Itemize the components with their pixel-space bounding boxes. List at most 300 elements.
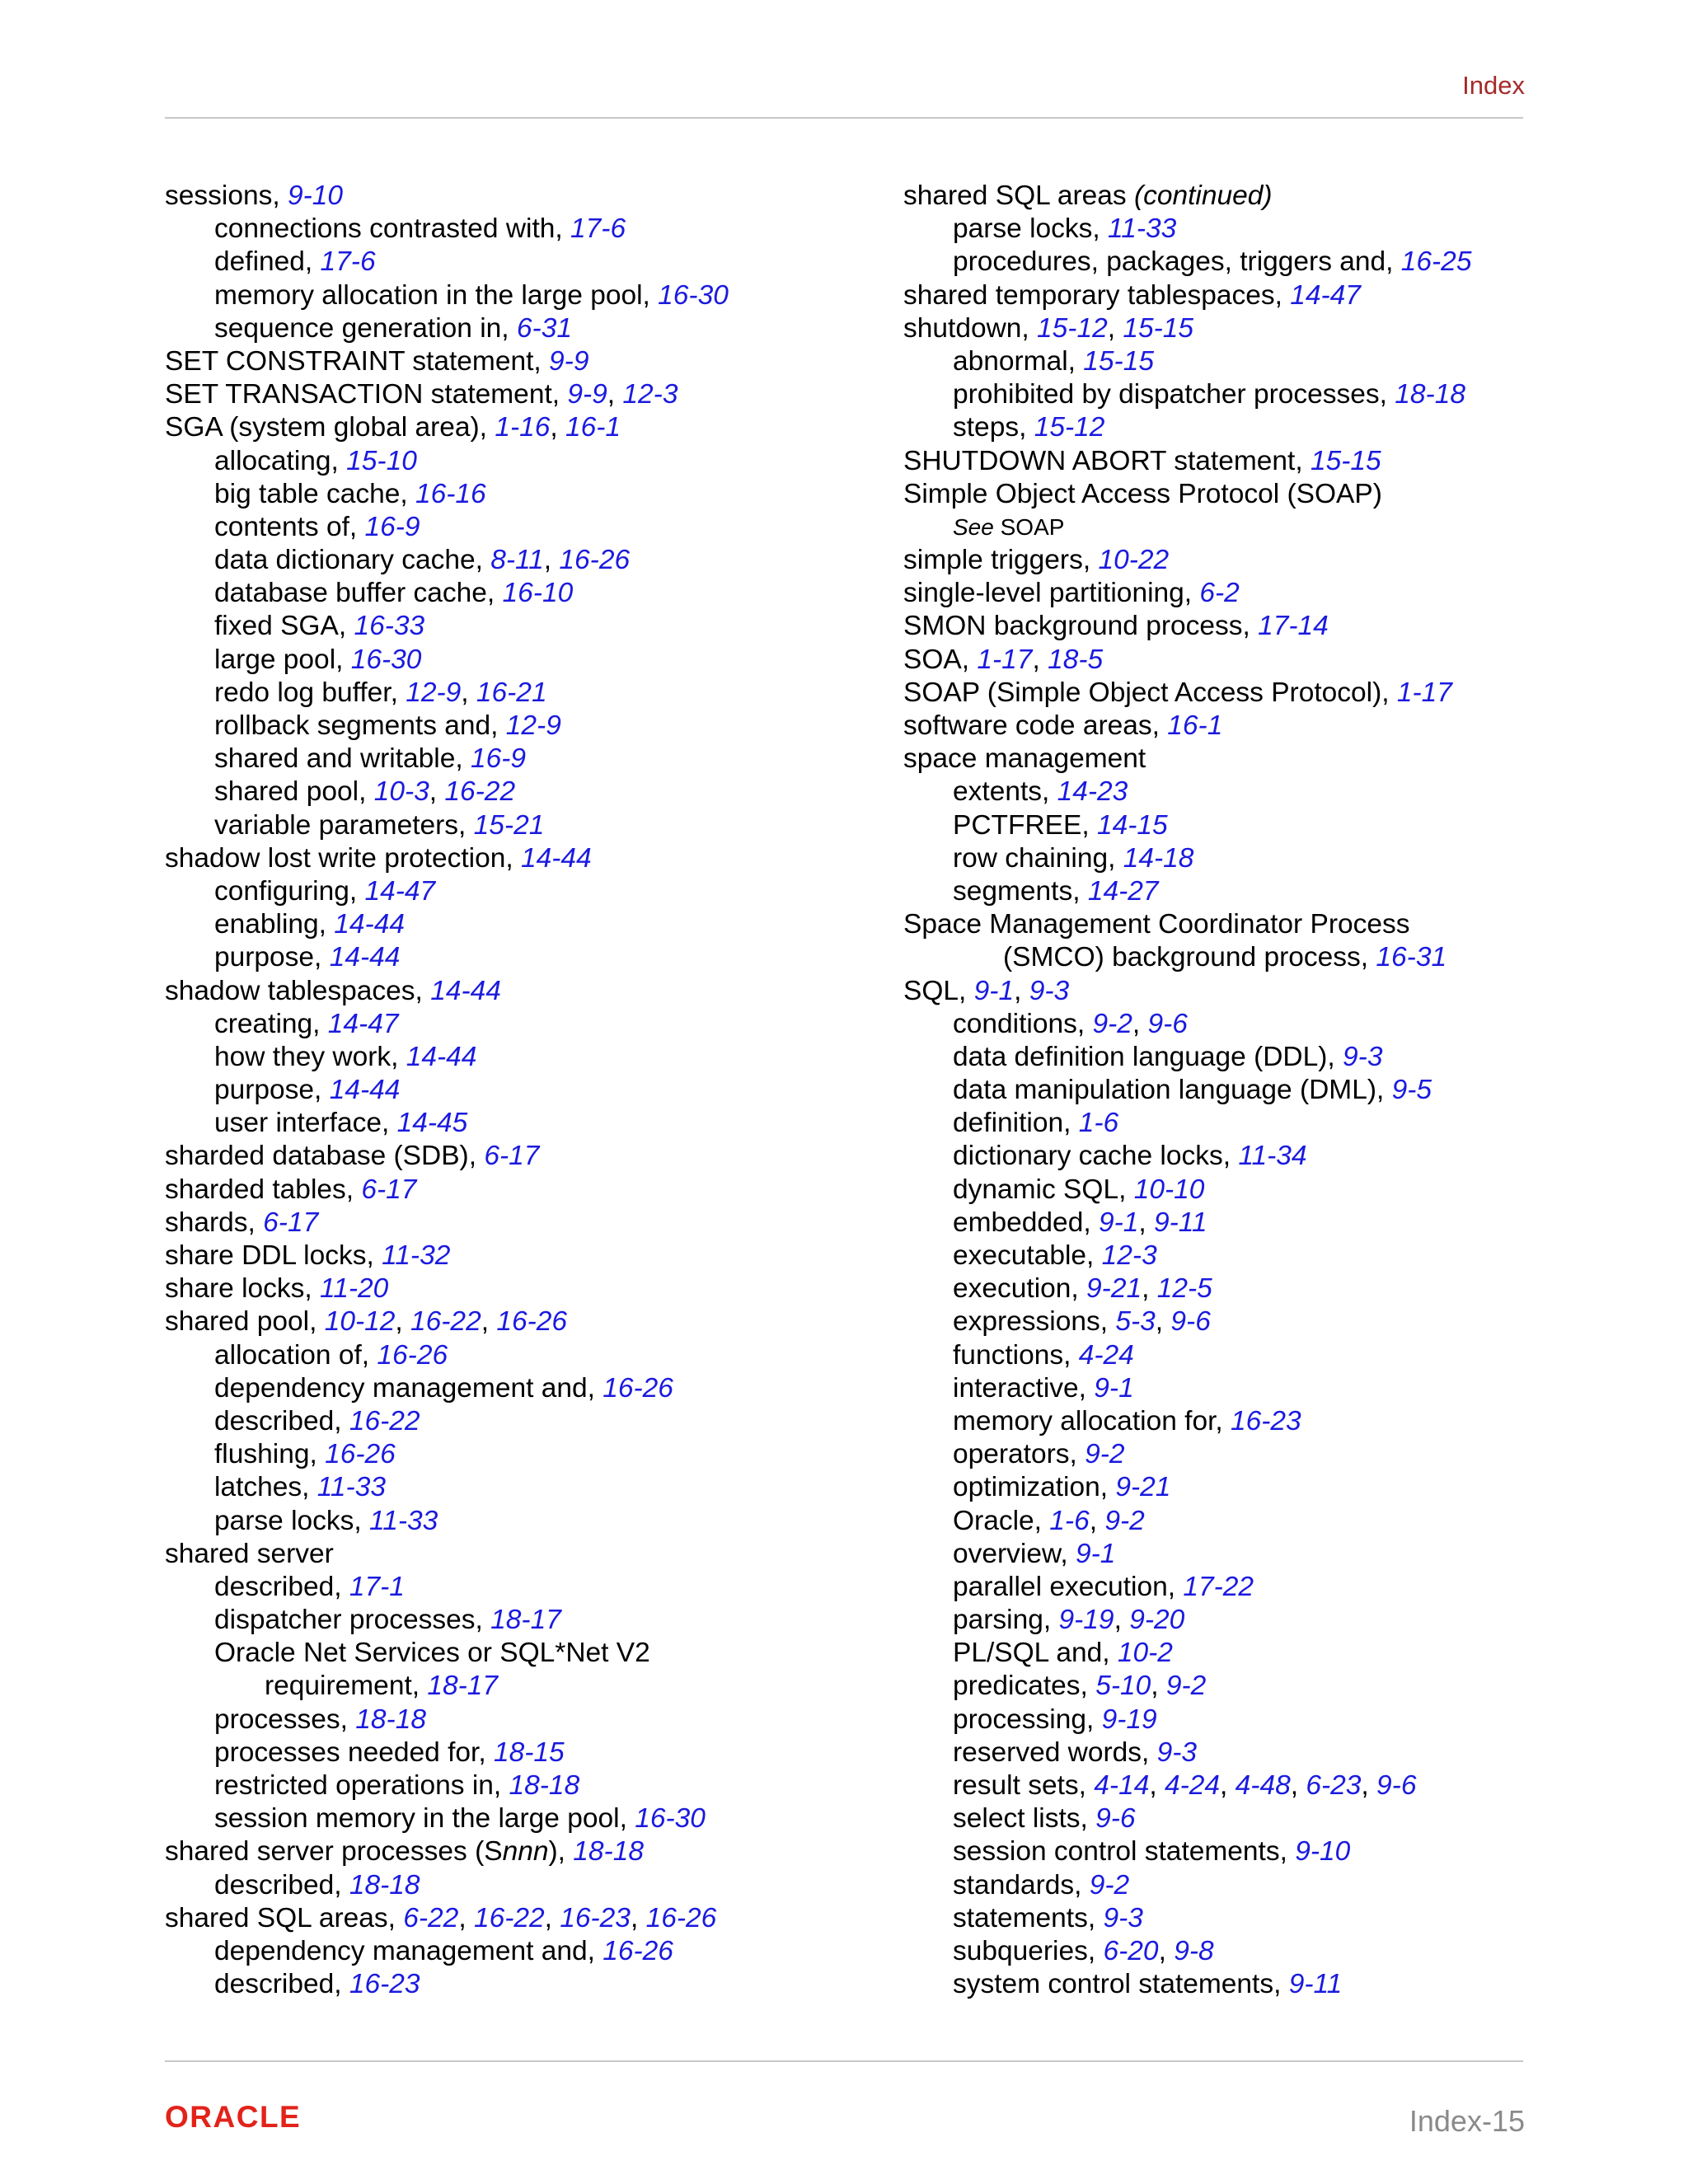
index-subentry <box>165 941 857 974</box>
page-link[interactable]: 6-17 <box>484 1141 540 1172</box>
page-link[interactable]: 15-10 <box>346 445 417 476</box>
page-link[interactable]: 16-23 <box>349 1969 420 2000</box>
page-link[interactable]: 16-22 <box>473 1902 545 1933</box>
index-subentry <box>165 1968 857 2001</box>
index-entry <box>903 908 1596 941</box>
page-link[interactable]: 12-9 <box>406 677 462 708</box>
entry-term: database buffer cache, <box>214 578 503 609</box>
page-link[interactable]: 12-9 <box>505 710 561 741</box>
entry-term: expressions, <box>953 1306 1116 1338</box>
entry-term: redo log buffer, <box>214 677 406 708</box>
page-link[interactable]: 16-26 <box>603 1935 673 1966</box>
entry-term: data dictionary cache, <box>214 545 491 576</box>
entry-term: standards, <box>953 1869 1090 1900</box>
page-link[interactable]: 9-3 <box>1343 1041 1383 1072</box>
entry-term: latches, <box>214 1472 317 1503</box>
index-subentry <box>903 941 1596 974</box>
entry-term: shared server processes (S <box>165 1836 503 1868</box>
entry-term: overview, <box>953 1538 1076 1569</box>
page-link[interactable]: 6-31 <box>516 312 572 344</box>
page-link[interactable]: 9-1 <box>1098 1207 1139 1238</box>
index-subentry <box>903 842 1596 875</box>
entry-term: contents of, <box>214 511 365 542</box>
entry-term: shutdown, <box>903 312 1038 344</box>
page-link[interactable]: 14-47 <box>364 875 436 907</box>
page-link[interactable]: 9-10 <box>287 180 344 211</box>
entry-term: large pool, <box>214 644 351 675</box>
page-link[interactable]: 15-21 <box>473 809 545 841</box>
index-subentry: result sets, 4-14, 4-24, 4-48, 6-23, 9-6 <box>953 1770 1417 1801</box>
index-subentry <box>903 1968 1596 2001</box>
page-link[interactable]: 16-9 <box>364 511 420 542</box>
entry-term: interactive, <box>953 1372 1095 1404</box>
index-subentry <box>903 378 1596 411</box>
index-subentry <box>903 1405 1596 1438</box>
page-link[interactable]: 14-47 <box>1290 279 1361 311</box>
entry-term: dynamic SQL, <box>953 1174 1134 1205</box>
page-link[interactable]: 16-26 <box>377 1339 448 1371</box>
page-link[interactable]: 16-26 <box>559 545 631 576</box>
page-link[interactable]: 9-6 <box>1376 1770 1417 1801</box>
index-subentry <box>903 1704 1596 1736</box>
entry-term: shared server <box>165 1538 334 1569</box>
page-link[interactable]: 9-20 <box>1129 1605 1185 1636</box>
entry-term: SQL, <box>903 975 974 1006</box>
index-subentry <box>165 1372 857 1405</box>
index-entry <box>903 710 1596 743</box>
entry-term: PCTFREE, <box>953 809 1097 841</box>
index-entry <box>165 842 857 875</box>
page-link[interactable]: 14-44 <box>430 975 501 1006</box>
page-link[interactable]: 9-1 <box>1094 1372 1134 1404</box>
page-link[interactable]: 16-25 <box>1400 246 1472 278</box>
index-entry <box>165 1538 857 1571</box>
page-link[interactable]: 11-20 <box>320 1273 389 1305</box>
page-link[interactable]: 1-6 <box>1078 1108 1119 1139</box>
index-entry: shared SQL areas, 6-22, 16-22, 16-23, 16-26 <box>165 1902 717 1933</box>
entry-term: Simple Object Access Protocol (SOAP) <box>903 478 1382 509</box>
entry-term: creating, <box>214 1008 328 1039</box>
page-link[interactable]: 9-6 <box>1095 1803 1136 1835</box>
page-link[interactable]: 16-31 <box>1376 942 1447 973</box>
entry-term: allocation of, <box>214 1339 377 1371</box>
index-subentry <box>165 213 857 246</box>
index-subentry <box>903 1339 1596 1372</box>
entry-term: shared SQL areas <box>903 180 1134 211</box>
entry-term: extents, <box>953 776 1057 808</box>
page-link[interactable]: 9-3 <box>1103 1902 1143 1933</box>
index-subentry <box>165 809 857 842</box>
entry-term: sharded database (SDB), <box>165 1141 485 1172</box>
index-subentry <box>903 511 1596 544</box>
index-subentry <box>165 1704 857 1736</box>
index-entry <box>165 1140 857 1173</box>
page-link[interactable]: 6-23 <box>1306 1770 1362 1801</box>
page-link[interactable]: 14-44 <box>329 942 401 973</box>
page-link[interactable]: 9-21 <box>1086 1273 1142 1305</box>
page-link[interactable]: 6-20 <box>1103 1935 1159 1966</box>
entry-term: functions, <box>953 1339 1079 1371</box>
entry-term: Oracle, <box>953 1505 1050 1536</box>
entry-term: memory allocation for, <box>953 1405 1231 1436</box>
entry-term: described, <box>214 1869 349 1900</box>
page-link[interactable]: 16-33 <box>354 611 425 642</box>
entry-term: subqueries, <box>953 1935 1104 1966</box>
page-link[interactable]: 15-12 <box>1037 312 1108 344</box>
index-subentry: conditions, 9-2, 9-6 <box>953 1008 1188 1039</box>
entry-term: requirement, <box>265 1671 428 1702</box>
page-link[interactable]: 4-14 <box>1094 1770 1150 1801</box>
page-link[interactable]: 9-11 <box>1288 1969 1343 2000</box>
page-link[interactable]: 9-5 <box>1391 1075 1432 1106</box>
index-entry <box>903 478 1596 511</box>
index-subentry <box>903 1471 1596 1504</box>
page-link[interactable]: 9-2 <box>1089 1869 1130 1900</box>
index-entry: SET TRANSACTION statement, 9-9, 12-3 <box>165 379 678 410</box>
entry-term: allocating, <box>214 445 347 476</box>
page-link[interactable]: 11-33 <box>369 1505 438 1536</box>
index-subentry: execution, 9-21, 12-5 <box>953 1273 1212 1305</box>
page-link[interactable]: 9-19 <box>1058 1605 1114 1636</box>
index-subentry <box>165 1107 857 1140</box>
index-subentry <box>165 1008 857 1041</box>
page-link[interactable]: 15-15 <box>1123 312 1194 344</box>
page-link[interactable]: 9-21 <box>1115 1472 1171 1503</box>
index-subentry <box>903 1902 1596 1935</box>
entry-term: statements, <box>953 1902 1104 1933</box>
entry-term-italic: (continued) <box>1133 180 1273 211</box>
index-subentry <box>165 710 857 743</box>
entry-term: share DDL locks, <box>165 1240 382 1271</box>
page-link[interactable]: 16-1 <box>565 412 621 443</box>
page-link[interactable]: 9-10 <box>1295 1836 1351 1868</box>
page-link[interactable]: 9-6 <box>1147 1008 1188 1039</box>
index-subentry <box>903 1736 1596 1769</box>
entry-term: conditions, <box>953 1008 1093 1039</box>
entry-term: shadow tablespaces, <box>165 975 431 1006</box>
page-link[interactable]: 18-18 <box>573 1836 644 1868</box>
page-link[interactable]: 16-30 <box>350 644 422 675</box>
page-link[interactable]: 4-24 <box>1078 1339 1134 1371</box>
entry-term: defined, <box>214 246 321 278</box>
page-link[interactable]: 18-17 <box>427 1671 499 1702</box>
page-link[interactable]: 14-47 <box>327 1008 399 1039</box>
page-link[interactable]: 16-22 <box>444 776 516 808</box>
entry-term: restricted operations in, <box>214 1770 509 1801</box>
page-number: Index-15 <box>1409 2104 1525 2138</box>
entry-term: memory allocation in the large pool, <box>214 279 659 311</box>
entry-term: processing, <box>953 1704 1102 1735</box>
index-subentry <box>165 610 857 643</box>
page-link[interactable]: 9-2 <box>1092 1008 1132 1039</box>
entry-term: SET TRANSACTION statement, <box>165 379 568 410</box>
index-subentry: Oracle, 1-6, 9-2 <box>953 1505 1145 1536</box>
page-link[interactable]: 18-18 <box>349 1869 420 1900</box>
page-link[interactable]: 18-18 <box>355 1704 426 1735</box>
entry-term: enabling, <box>214 909 335 940</box>
page-link[interactable]: 16-26 <box>603 1372 673 1404</box>
page-link[interactable]: 15-15 <box>1310 445 1381 476</box>
entry-term: share locks, <box>165 1273 321 1305</box>
page-link[interactable]: 14-23 <box>1057 776 1128 808</box>
page-link[interactable]: 18-18 <box>1395 379 1465 410</box>
index-subentry <box>165 1935 857 1968</box>
page-link[interactable]: 12-5 <box>1156 1273 1212 1305</box>
page-link[interactable]: 9-9 <box>567 379 607 410</box>
entry-term: dictionary cache locks, <box>953 1141 1239 1172</box>
page-link[interactable]: 16-9 <box>471 743 527 775</box>
index-subentry: predicates, 5-10, 9-2 <box>953 1671 1207 1702</box>
entry-term: operators, <box>953 1439 1085 1470</box>
page-link[interactable]: 6-17 <box>361 1174 417 1205</box>
index-subentry <box>165 1339 857 1372</box>
entry-term: SOA, <box>903 644 978 675</box>
entry-term-italic: See <box>953 513 994 540</box>
entry-term: shared and writable, <box>214 743 471 775</box>
entry-term: SET CONSTRAINT statement, <box>165 345 550 377</box>
page-link[interactable]: 17-6 <box>320 246 376 278</box>
entry-term: SOAP (Simple Object Access Protocol), <box>903 677 1397 708</box>
entry-term: shadow lost write protection, <box>165 842 521 874</box>
page-link[interactable]: 17-22 <box>1183 1571 1254 1602</box>
entry-term: SGA (system global area), <box>165 412 495 443</box>
entry-term: sharded tables, <box>165 1174 362 1205</box>
entry-term: Oracle Net Services or SQL*Net V2 <box>214 1638 650 1669</box>
index-subentry <box>165 1802 857 1835</box>
entry-term: connections contrasted with, <box>214 213 571 245</box>
page-link[interactable]: 16-10 <box>502 578 574 609</box>
page-link[interactable]: 18-5 <box>1048 644 1104 675</box>
index-entry <box>903 743 1596 776</box>
index-subentry <box>165 577 857 610</box>
page-link[interactable]: 14-44 <box>520 842 592 874</box>
entry-term: shared temporary tablespaces, <box>903 279 1291 311</box>
entry-term: how they work, <box>214 1041 406 1072</box>
entry-term: flushing, <box>214 1439 326 1470</box>
oracle-logo-text: ORACLE <box>165 2102 302 2130</box>
page-link[interactable]: 9-6 <box>1170 1306 1211 1338</box>
index-subentry <box>165 1736 857 1769</box>
index-subentry: redo log buffer, 12-9, 16-21 <box>214 677 547 708</box>
page-link[interactable]: 16-22 <box>349 1405 420 1436</box>
oracle-logo <box>165 2102 343 2134</box>
header-divider <box>165 117 1523 119</box>
page-link[interactable]: 6-2 <box>1199 578 1240 609</box>
entry-term: prohibited by dispatcher processes, <box>953 379 1395 410</box>
page-link[interactable]: 9-19 <box>1101 1704 1157 1735</box>
page-link[interactable]: 16-21 <box>476 677 547 708</box>
page-link[interactable]: 1-17 <box>1396 677 1452 708</box>
index-subentry <box>903 1240 1596 1272</box>
index-subentry <box>903 875 1596 908</box>
index-subentry <box>165 1405 857 1438</box>
entry-term: select lists, <box>953 1803 1096 1835</box>
entry-term: described, <box>214 1405 349 1436</box>
index-subentry <box>903 213 1596 246</box>
page-link[interactable]: 15-15 <box>1083 345 1154 377</box>
index-subentry <box>165 644 857 677</box>
index-entry <box>165 975 857 1008</box>
index-entry <box>165 345 857 378</box>
index-entry <box>165 1174 857 1207</box>
index-subentry <box>903 1438 1596 1471</box>
page-link[interactable]: 9-3 <box>1156 1736 1198 1768</box>
page-link[interactable]: 10-2 <box>1117 1638 1173 1669</box>
page-link[interactable]: 16-23 <box>560 1902 631 1933</box>
index-subentry <box>165 1604 857 1637</box>
index-subentry <box>903 809 1596 842</box>
page-link[interactable]: 11-33 <box>1108 213 1177 245</box>
page-link[interactable]: 16-26 <box>325 1439 396 1470</box>
page-link[interactable]: 14-44 <box>329 1075 401 1106</box>
page-link[interactable]: 16-30 <box>635 1803 706 1835</box>
entry-term: PL/SQL and, <box>953 1638 1118 1669</box>
entry-term-italic: nnn <box>502 1836 549 1868</box>
entry-term: described, <box>214 1969 349 2000</box>
page-link[interactable]: 16-22 <box>410 1306 481 1338</box>
index-subentry: expressions, 5-3, 9-6 <box>953 1306 1211 1338</box>
page-link[interactable]: 1-6 <box>1049 1505 1090 1536</box>
page-link[interactable]: 12-3 <box>1101 1240 1157 1271</box>
entry-term: executable, <box>953 1240 1102 1271</box>
page-link[interactable]: 5-10 <box>1095 1671 1151 1702</box>
entry-term: steps, <box>953 412 1034 443</box>
entry-term: execution, <box>953 1273 1087 1305</box>
index-entry <box>903 610 1596 643</box>
index-entry <box>903 445 1596 478</box>
index-entry <box>165 1835 857 1868</box>
index-subentry <box>903 1571 1596 1604</box>
index-column-right <box>903 180 1596 2001</box>
index-subentry <box>903 1372 1596 1405</box>
page-link[interactable]: 10-3 <box>373 776 429 808</box>
index-subentry: data dictionary cache, 8-11, 16-26 <box>214 545 631 576</box>
page-link[interactable]: 16-23 <box>1231 1405 1301 1436</box>
entry-term: space management <box>903 743 1146 775</box>
entry-term: dependency management and, <box>214 1935 603 1966</box>
page-link[interactable]: 9-1 <box>973 975 1015 1006</box>
index-subentry <box>165 908 857 941</box>
page-link[interactable]: 9-3 <box>1029 975 1070 1006</box>
index-subentry <box>165 743 857 776</box>
index-subentry <box>165 1769 857 1802</box>
index-subentry <box>903 1637 1596 1670</box>
index-subentry <box>903 1835 1596 1868</box>
index-subentry <box>165 1505 857 1538</box>
entry-term: user interface, <box>214 1108 397 1139</box>
entry-term: rollback segments and, <box>214 710 506 741</box>
page-link[interactable]: 11-34 <box>1238 1141 1307 1172</box>
index-subentry <box>165 445 857 478</box>
entry-term: segments, <box>953 875 1088 907</box>
page-link[interactable]: 14-27 <box>1087 875 1159 907</box>
page-link[interactable]: 10-12 <box>324 1306 396 1338</box>
index-subentry <box>903 1074 1596 1107</box>
oracle-logo-icon <box>165 2102 343 2130</box>
page-link[interactable]: 16-1 <box>1167 710 1223 741</box>
page-link[interactable]: 14-44 <box>406 1041 477 1072</box>
entry-term: session control statements, <box>953 1836 1296 1868</box>
page-link[interactable]: 11-32 <box>382 1240 451 1271</box>
page-link[interactable]: 14-15 <box>1096 809 1168 841</box>
page-link[interactable]: 18-18 <box>509 1770 580 1801</box>
index-entry <box>903 544 1596 577</box>
index-subentry <box>903 1041 1596 1074</box>
index-subentry <box>165 279 857 312</box>
entry-term: shared pool, <box>165 1306 325 1338</box>
page-link[interactable]: 14-18 <box>1123 842 1194 874</box>
page-link[interactable]: 8-11 <box>490 545 544 576</box>
page-link[interactable]: 10-10 <box>1133 1174 1205 1205</box>
entry-term: parallel execution, <box>953 1571 1184 1602</box>
page-link[interactable]: 17-14 <box>1258 611 1329 642</box>
entry-term-tail: SOAP <box>993 513 1065 540</box>
page-link[interactable]: 9-2 <box>1165 1671 1207 1702</box>
entry-term: sequence generation in, <box>214 312 517 344</box>
page-link[interactable]: 18-17 <box>490 1605 561 1636</box>
page-link[interactable]: 16-16 <box>415 478 486 509</box>
page-link[interactable]: 1-16 <box>495 412 551 443</box>
page-link[interactable]: 9-9 <box>549 345 589 377</box>
page-link[interactable]: 4-24 <box>1164 1770 1221 1801</box>
page-link[interactable]: 9-2 <box>1104 1505 1145 1536</box>
page-link[interactable]: 10-22 <box>1098 545 1170 576</box>
entry-term: configuring, <box>214 875 365 907</box>
page-link[interactable]: 4-48 <box>1235 1770 1291 1801</box>
page-link[interactable]: 5-3 <box>1115 1306 1156 1338</box>
running-header: Index <box>1462 71 1525 100</box>
page-link[interactable]: 16-30 <box>658 279 729 311</box>
page-link[interactable]: 16-26 <box>496 1306 568 1338</box>
entry-term: reserved words, <box>953 1736 1157 1768</box>
page-link[interactable]: 9-8 <box>1174 1935 1214 1966</box>
index-column-left <box>165 180 857 2001</box>
entry-term: dispatcher processes, <box>214 1605 491 1636</box>
page-link[interactable]: 6-22 <box>403 1902 459 1933</box>
entry-term: data definition language (DDL), <box>953 1041 1343 1072</box>
page-link[interactable]: 1-17 <box>977 644 1033 675</box>
index-subentry <box>903 1869 1596 1902</box>
entry-term: simple triggers, <box>903 545 1099 576</box>
page-link[interactable]: 18-15 <box>493 1736 565 1768</box>
entry-term: shared SQL areas, <box>165 1902 404 1933</box>
page-link[interactable]: 9-2 <box>1085 1439 1125 1470</box>
page-link[interactable]: 17-6 <box>570 213 626 245</box>
page-link[interactable]: 14-45 <box>396 1108 468 1139</box>
entry-term: SHUTDOWN ABORT statement, <box>903 445 1311 476</box>
index-subentry <box>165 1041 857 1074</box>
page-link[interactable]: 17-1 <box>349 1571 405 1602</box>
page-link[interactable]: 9-11 <box>1154 1207 1207 1238</box>
page-link[interactable]: 9-1 <box>1075 1538 1116 1569</box>
index-subentry <box>903 1538 1596 1571</box>
page-link[interactable]: 15-12 <box>1034 412 1105 443</box>
page-link[interactable]: 16-26 <box>645 1902 717 1933</box>
entry-term: fixed SGA, <box>214 611 354 642</box>
page-link[interactable]: 6-17 <box>263 1207 319 1238</box>
page-link[interactable]: 11-33 <box>316 1472 386 1503</box>
page-link[interactable]: 14-44 <box>334 909 405 940</box>
index-entry: shared pool, 10-12, 16-22, 16-26 <box>165 1306 568 1338</box>
index-subentry <box>165 1670 857 1703</box>
index-subentry <box>903 411 1596 444</box>
index-entry <box>165 1272 857 1305</box>
index-subentry <box>903 776 1596 808</box>
entry-term: optimization, <box>953 1472 1116 1503</box>
page-link[interactable]: 12-3 <box>622 379 678 410</box>
index-subentry: parsing, 9-19, 9-20 <box>953 1605 1185 1636</box>
index-subentry: subqueries, 6-20, 9-8 <box>953 1935 1214 1966</box>
